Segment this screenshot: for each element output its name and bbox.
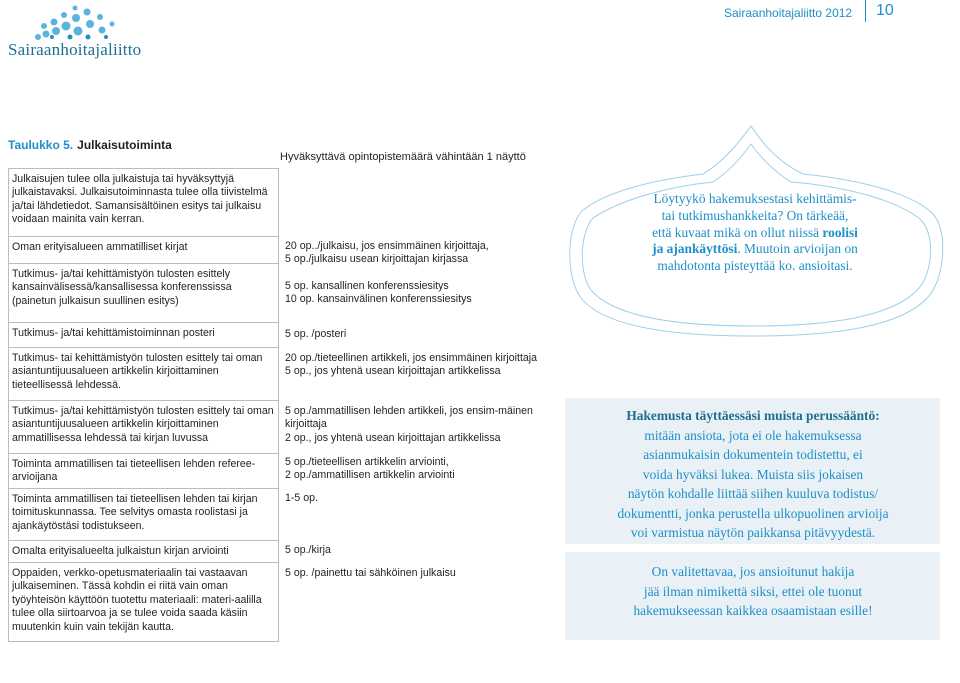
rule-text bbox=[573, 406, 933, 543]
table-right-column bbox=[283, 168, 546, 640]
rule-line: voi varmistua näytön paikkansa pitävyydestä. bbox=[630, 525, 876, 540]
note-line: jää ilman nimikettä siksi, ettei ole tuonut bbox=[643, 583, 863, 599]
table-caption-number: Taulukko 5. bbox=[8, 138, 74, 152]
table-row-value: 5 op./kirja bbox=[285, 544, 331, 556]
table-row-value: 5 op./ammatillisen lehden artikkeli, jos ensim-mäinen kirjoittaja 2 op., jos yhtenä usean kirjoittajan artikkelissa bbox=[285, 405, 533, 444]
table-row-label: Tutkimus- tai kehittämistyön tulosten esittely tai oman asiantuntijuusalueen artikkelin kirjoittaminen tieteellisessä lehdessä. bbox=[9, 347, 278, 392]
table-caption-title: Julkaisutoiminta bbox=[77, 138, 172, 152]
rule-line: näytön kohdalle liittää siihen kuuluva todistus/ bbox=[627, 486, 879, 501]
table-column-header: Hyväksyttävä opintopistemäärä vähintään 1 näyttö bbox=[280, 151, 526, 163]
publication-title: Sairaanhoitajaliitto 2012 bbox=[724, 6, 853, 20]
table-row-value: 5 op. /posteri bbox=[285, 328, 347, 340]
callout-emphasis: roolisi bbox=[822, 224, 858, 240]
logo-mark-icon bbox=[30, 4, 120, 42]
table-row-value: 5 op. kansallinen konferenssiesitys 10 op. kansainvälinen konferenssiesitys bbox=[285, 280, 472, 306]
header-divider bbox=[865, 0, 866, 22]
note-text bbox=[573, 562, 933, 621]
callout-text bbox=[585, 191, 925, 275]
table-row-value: 20 op./tieteellinen artikkeli, jos ensimmäinen kirjoittaja 5 op., jos yhtenä usean kirjoittajan artikkelissa bbox=[285, 352, 538, 378]
table-row-value: 20 op../julkaisu, jos ensimmäinen kirjoittaja, 5 op./julkaisu usean kirjoittajan kirjassa bbox=[285, 240, 489, 266]
table-row-label: Tutkimus- ja/tai kehittämistyön tulosten esittely kansainvälisessä/kansallisessa konferenssissa (painetun julkaisun suullinen esitys) bbox=[9, 263, 278, 308]
table-left-column bbox=[8, 168, 279, 642]
callout-line: . Muutoin arvioijan on bbox=[737, 241, 858, 257]
table-row-value: 5 op. /painettu tai sähköinen julkaisu bbox=[285, 567, 456, 579]
table-row-label: Omalta erityisalueelta julkaistun kirjan arviointi bbox=[9, 540, 278, 558]
table-caption bbox=[8, 138, 172, 152]
note-line: On valitettavaa, jos ansioitunut hakija bbox=[651, 564, 855, 579]
rule-line: dokumentti, jonka perustella ulkopuolinen arvioija bbox=[617, 505, 889, 521]
table-row-label: Oppaiden, verkko-opetusmateriaalin tai vastaavan julkaiseminen. Tässä kohdin ei riitä vain oman työyhteisön käyttöön tuotettu materiaali: materi-aalilla tulee olla siirtoarvoa ja se tulee voida saada käsiin muutenkin kuin vain tekijän kautta. bbox=[9, 562, 278, 634]
table-row-label: Tutkimus- ja/tai kehittämistyön tulosten esittely tai oman asiantuntijuusalueen artikkelin kirjoittaminen ammatillisessa lehdessä tai kirjan luvussa bbox=[9, 400, 278, 445]
note-line: hakemukseessan kaikkea osaamistaan esille! bbox=[633, 603, 873, 618]
rule-line: asianmukaisin dokumentein todistettu, ei bbox=[643, 447, 863, 462]
table-row-label: Oman erityisalueen ammatilliset kirjat bbox=[9, 236, 278, 254]
rule-line: voida hyväksi lukea. Muista siis jokaisen bbox=[642, 466, 864, 482]
table-row-label: Toiminta ammatillisen tai tieteellisen lehden tai kirjan toimituskunnassa. Tee selvitys omasta roolistasi ja ajankäytöstäsi todistukseen. bbox=[9, 488, 278, 533]
rule-title: Hakemusta täyttäessäsi muista perussääntö: bbox=[626, 408, 880, 423]
table-row-intro: Julkaisujen tulee olla julkaistuja tai hyväksyttyjä julkaistavaksi. Julkaisutoiminnasta tulee olla tiivistelmä ja/tai lähdetiedot. Samansisältöinen esitys tai julkaisu voidaan mainita vain kerran. bbox=[12, 173, 268, 226]
table-row-label: Toiminta ammatillisen tai tieteellisen lehden referee-arvioijana bbox=[9, 453, 278, 485]
callout-line: tai tutkimushankkeita? On tärkeää, bbox=[661, 207, 849, 223]
callout-line: että kuvaat mikä on ollut niissä bbox=[652, 224, 823, 240]
rule-line: mitään ansiota, jota ei ole hakemuksessa bbox=[644, 427, 862, 443]
callout-emphasis: ja ajankäyttösi bbox=[652, 241, 738, 257]
logo-text: Sairaanhoitajaliitto bbox=[8, 40, 142, 59]
callout-line: Löytyykö hakemuksestasi kehittämis- bbox=[653, 191, 857, 206]
page-number: 10 bbox=[876, 2, 894, 19]
callout-line: mahdotonta pisteyttää ko. ansioitasi. bbox=[657, 258, 853, 274]
table-row-value: 1-5 op. bbox=[285, 492, 318, 504]
table-row-value: 5 op./tieteellisen artikkelin arviointi, 2 op./ammatillisen artikkelin arviointi bbox=[285, 456, 455, 482]
table-row-label: Tutkimus- ja/tai kehittämistoiminnan posteri bbox=[9, 322, 278, 340]
